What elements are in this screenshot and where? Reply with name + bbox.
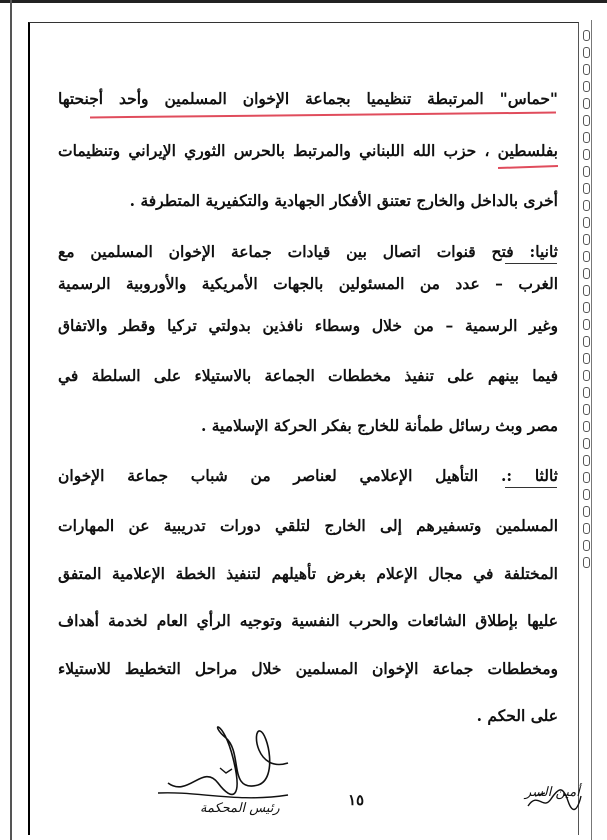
body-line-2: بفلسطين ، حزب الله اللبناني والمرتبط بالحرس الثوري الإيراني وتنظيمات	[58, 141, 558, 160]
page-number: ١٥	[348, 791, 365, 809]
body-line-9: ثالثا :. التأهيل الإعلامي لعناصر من شباب جماعة الإخوان	[58, 466, 558, 485]
document-page	[28, 22, 579, 835]
body-line-8: مصر وبث رسائل طمأنة للخارج بفكر الحركة الإسلامية .	[200, 416, 558, 435]
binder-holes	[580, 30, 594, 670]
underline-mark	[505, 263, 557, 264]
body-line-7: فيما بينهم على تنفيذ مخططات الجماعة بالاستيلاء على السلطة في	[58, 366, 558, 385]
body-line-13: ومخططات جماعة الإخوان المسلمين خلال مراحل التخطيط للاستيلاء	[58, 659, 558, 678]
body-line-6: وغير الرسمية – من خلال وسطاء نافذين بدولتي تركيا وقطر والاتفاق	[58, 316, 558, 335]
left-rule	[10, 0, 12, 840]
body-line-10: المسلمين وتسفيرهم إلى الخارج لتلقي دورات تدريبية عن المهارات	[58, 516, 558, 535]
red-underline-mark	[498, 165, 558, 169]
body-line-12: عليها بإطلاق الشائعات والحرب النفسية وتوجيه الرأي العام لخدمة أهداف	[58, 611, 558, 630]
body-line-3: أخرى بالداخل والخارج تعتنق الأفكار الجهادية والتكفيرية المتطرفة .	[129, 191, 558, 210]
footer-label-court-president: رئيس المحكمة	[200, 801, 280, 816]
top-border	[0, 0, 607, 3]
body-line-1: "حماس" المرتبطة تنظيميا بجماعة الإخوان المسلمين وأحد أجنحتها	[58, 89, 558, 108]
body-line-11: المختلفة في مجال الإعلام بغرض تأهيلهم لتنفيذ الخطة الإعلامية المتفق	[58, 564, 558, 583]
body-line-5: الغرب – عدد من المسئولين بالجهات الأمريكية والأوروبية الرسمية	[58, 274, 558, 293]
underline-mark	[505, 487, 557, 488]
body-line-14: على الحكم .	[476, 706, 558, 725]
signature-left-drawing	[148, 703, 298, 813]
body-line-4: ثانيا: فتح قنوات اتصال بين قيادات جماعة الإخوان المسلمين مع	[58, 242, 558, 261]
red-underline-mark	[90, 112, 556, 119]
footer-label-secretary: أمين السر	[525, 785, 580, 800]
